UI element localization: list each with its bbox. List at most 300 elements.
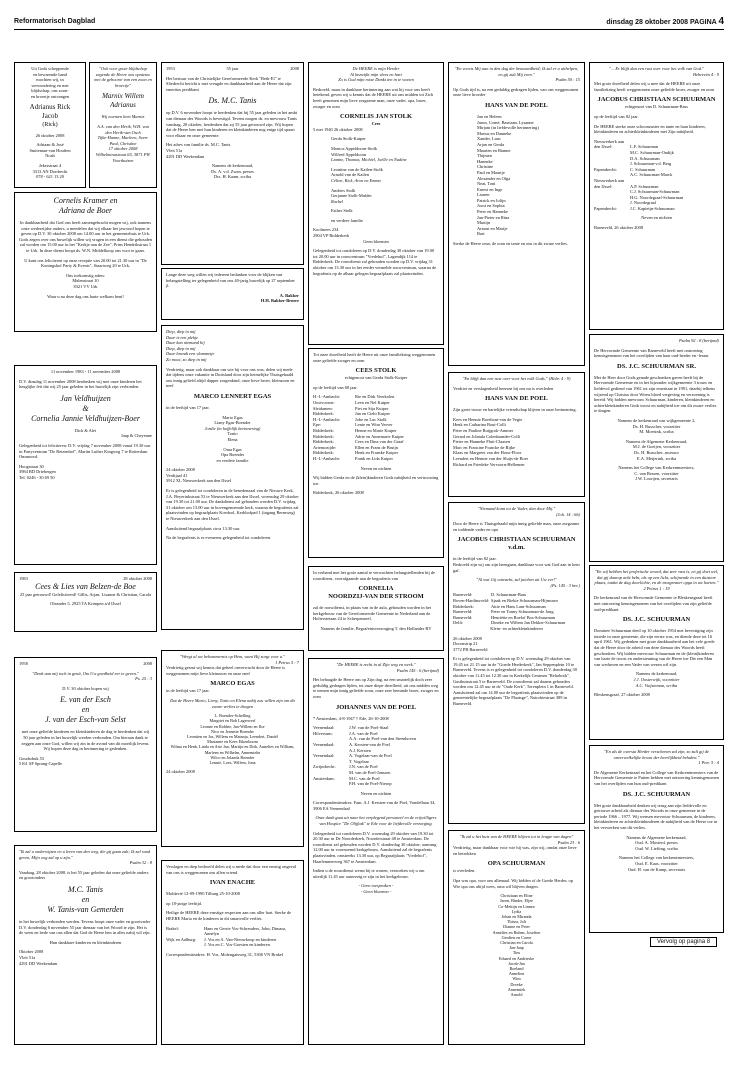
names: Hans en Gerrie Vos-Schreuders, John, Dimara, Annelyn	[204, 925, 287, 937]
place: Barneveld:	[453, 609, 473, 615]
year-start: 1983	[19, 576, 28, 581]
address: Vleit 51a	[166, 147, 183, 153]
ampersand: &	[82, 403, 89, 413]
deceased-name: JOHANNES VAN DE POEL	[335, 703, 417, 711]
signature: M. Moesink, scriba	[639, 429, 674, 435]
spouse-line: echtgenoot van Gerda Stolk-Kuiper	[344, 375, 408, 381]
family-member: Maarten en Bianne	[477, 147, 511, 153]
funeral-info: Er is gelegenheid tot condoleren op D.V. woensdag 29 oktober van 19.45 tot 21.15 uur in de "Goede Herderkerk", Jan Seppenplein 10 te Barneveld. Tevens is er gelegenheid tot condoleren D.V. donderdag 30 oktober van 11.45 tot 12.30 uur in Kerkelijk Centrum "Rehoboth", Gasthuisstraat 5 te Barneveld. De rouwdienst zal daarna gehouden worden om 12.45 uur in de "Oude Kerk", Torenplein 1 in Barneveld. Aansluitend zal om 14.00 uur de begrafenis plaatsvinden op de gemeentelijke begraafplaats "De Plaatsge", Nairobiestraat 389 in Barneveld.	[453, 656, 577, 707]
place: Wijk en Aalburg:	[166, 936, 197, 942]
names: M. van de Poel-Janssen	[349, 769, 391, 775]
anniversary-ad-esch	[14, 657, 157, 832]
address: Oleander 5, 2925 TA Krimpen a/d IJssel	[50, 601, 121, 607]
signature: C. van Bessen, voorzitter	[634, 470, 679, 476]
funeral-info: Gelegenheid tot condoleren op D.V. donderdag 30 oktober van 19.00 tot 20.00 uur in rouwcentrum "Vredehof", Lagendijk 114 te Ridderkerk. De rouwdienst zal gehouden worden op D.V. vrijdag 31 oktober om 13.30 uur in het eerder vermelde rouwcentrum, waarna de begrafenis op de alhaar gelegen begraafplaats zal plaatsvinden.	[313, 248, 437, 276]
couple-name-1: Cornelis Kramer en	[53, 196, 118, 205]
family-row	[166, 942, 299, 948]
intro: In verband met het grote aantal te verwachten belangstellenden bij de rouwdienst, voorafgaande aan de begrafenis van	[313, 570, 435, 581]
deceased-name: CEES STOLK	[355, 367, 397, 375]
names: Lenie en Wim Verver	[355, 422, 393, 428]
intro: Verdrietig gesmt wij kennis dat geheel onverwacht door de Heere is weggenomen mijn lieve kleinzoon en onze neef	[166, 665, 285, 676]
signature: Oud. A. Mosterd, preses	[635, 840, 678, 846]
grandchild-name: Annelies en Ruben, Josefine	[492, 929, 541, 935]
family-member: Gerda Stolk-Kuiper	[331, 136, 366, 142]
family-member: Oma Egas	[223, 446, 242, 452]
verse: "Ik zal u onderwijzen en u leren van den weg, die gij gaan zult; Ik zal raad geven, Mijn oog zal op u zijn."	[19, 849, 151, 860]
place: Amsterdam:	[313, 775, 335, 781]
place: Sleidamen:	[313, 405, 333, 411]
address: 4291 DD Werkendam	[19, 960, 58, 966]
age: in de leeftijd van 17 jaar.	[166, 688, 210, 694]
friend-name: Gerard en Jolanda Colenbrander-Colli	[453, 433, 521, 439]
body-text: Bedroefd zijn wij om zijn heengaan, dankbaar voor wat God aan in hem gaf.	[453, 561, 580, 573]
verse: "... Er blijft dan een rust over voor het volk van God."	[609, 66, 704, 71]
grandchild-name: Arnold	[510, 992, 523, 998]
signature: A.C. Vuijsteman, scriba	[635, 682, 678, 688]
poem-line: Diep, diep in mij	[166, 345, 196, 351]
body-text: Met grote dankbaarheid denken wij terug aan zijn liefdevolle en getrouwe arbeid als dienaar des Woords in onze gemeente in de periode 1966 – 1977. Wij wensen mevrouw Schuurman, de kinderen, kleinkinderen en achterkleinkinderen de nabijheid van de Heere toe in het verwerken van dit verlies.	[594, 802, 718, 830]
names: Adrie en Annemarie Kuiper	[355, 433, 404, 439]
body-text: Met de Heer door Gods genade geschonken gaven heeft hij de Hervormde Gemeente en in het bijzonder wijkgemeente 3 trouw en liefdevol gediend van 1961 tot zijn emeritaat in 1991, daarbij telkens wijzend op Christus door Wiens bloed vergeving en verzoening is bereid. Wij bidden mevrouw Schuurman, kinderen, kleinkinderen en achterkleinkinderen Gods troost en nabijheid toe om dit zware verlies te dragen.	[594, 374, 717, 414]
parents: Adriaan & José	[36, 142, 64, 148]
names: D. Schuurman-Bass	[491, 592, 527, 598]
names: A.P. Schuurman	[630, 183, 659, 189]
family-member: Arnout en Marije	[477, 225, 508, 231]
nephews: Neven en nichten	[641, 215, 672, 221]
intro: Door de Heere is Thuisgehaald mijn innig geliefde man, onze zorgzame en toddende vader en opa	[453, 521, 580, 532]
line: en bewarende hand	[33, 71, 67, 77]
intro: De kerkenraad van de Hervormde Gemeente te Bleskensgraaf heeft met ontroering kennisgenomen van het overlijden van zijn geliefde oud-predikant	[594, 595, 713, 612]
verse-ref: 1 Petr. 5 : 4	[698, 760, 719, 766]
intro: Wij noemen hem Marnix	[101, 114, 145, 120]
place: Epe:	[313, 422, 322, 428]
signature-heading: Namens de Algemene kerkenraad,	[626, 834, 687, 840]
grandchild-name: Johan en Miranda	[501, 913, 532, 919]
family-rows	[313, 394, 439, 461]
place: Barneveld:	[453, 592, 473, 598]
intro: Tot onze droefheid heeft de Heere uit onze familiekring weggenomen onze geliefde zwager en oom	[313, 352, 436, 363]
body-text: Opa was opa, voor ons allemaal. Wij bidden of de Goede Herder, op Wie opa ons altijd wees, oma wil blijven dragen.	[453, 877, 573, 889]
date: 26 oktober 2008	[453, 635, 482, 641]
address: Wilhelminastraat 65, 3871 PW Voorthuizen	[95, 151, 151, 163]
couple-name-1: M.C. Tanis	[67, 884, 104, 894]
address: 3313 AN Dordrecht	[32, 168, 68, 174]
verse: "Denk aan mij toch in genâ, Om Uw goedheid eer te geven."	[32, 670, 139, 676]
death-ad-stolk	[308, 62, 444, 345]
no-flowers: Geen bloemen	[363, 238, 389, 244]
verse-ref: 1 Petrus 5 : 7	[275, 659, 299, 665]
names: Jan en Ciehi Kuiper	[355, 411, 390, 417]
grandchild-name: Tins	[512, 950, 521, 956]
names: C.J. Schuurman-Schuurman	[630, 189, 680, 195]
address: 8321 VV Urk	[73, 283, 98, 289]
grandchild-name: Wim	[512, 976, 521, 982]
signature-heading: Namens de kerkenraad,	[635, 671, 678, 677]
spouse-line: echtgenoot van D. Schuurman-Bass	[625, 104, 688, 110]
place: Ridderkerk:	[313, 439, 334, 445]
verse: "Niemand komt tot de Vader, dan door Mij."	[477, 506, 556, 511]
line: blijdschap, ons zoon-	[31, 88, 69, 94]
family-member: Thijmen	[477, 153, 492, 159]
minister-name: Ds. M.C. Tanis	[208, 96, 257, 106]
date-line: 11 november 1983 - 11 november 2008	[50, 369, 121, 374]
names: A. Vogelaar-van de Poel	[349, 753, 392, 759]
birth-date: 26 oktober 2008	[35, 132, 65, 138]
continued-link[interactable]: Vervolg op pagina 8	[650, 937, 717, 947]
signature: Namens de familie, Begrafenisverzorging T. den Hollander BV	[320, 625, 432, 631]
family-member: Nico en Jeanette Boender	[211, 728, 254, 734]
grandchild-name: Gerdien en Corne	[501, 934, 532, 940]
place: Ridderkerk:	[313, 411, 334, 417]
signature: M.J. de Goeijen, voorzitter	[632, 444, 681, 450]
family-member: Marianne en Kees Eikenboom	[207, 739, 258, 745]
verse: "En voorts Mij aan in den dag der benauwdheid; Ik zal er u uithelpen, en gij zult Mij eren."	[454, 66, 579, 77]
signature: Ds. H. Russcher, assessor	[634, 449, 679, 455]
birth-ad-rick	[14, 62, 86, 188]
family-member: Wilma en Henk, Linda en Arie Jan, Martijn en Dirk, Annelies en William, Marleen en Wilhelm, Annemieke	[170, 744, 295, 755]
year-end: 2008	[143, 661, 152, 666]
deceased-name: CORNELIS JAN STOLK	[339, 113, 413, 121]
place: Veenendaal:	[313, 725, 335, 731]
death-ad-van-de-poel	[308, 658, 444, 1045]
place: den IJssel:	[594, 144, 613, 150]
poem-line: Daar kan niemand bij	[166, 340, 205, 346]
verse-ref: Psalm 32 : 8	[129, 860, 152, 866]
couple-name-1: E. van der Esch	[60, 695, 111, 705]
family-member: Lianne, Thomas, Michiel, Joëlle en Nadine	[331, 157, 407, 163]
family-row	[594, 206, 719, 212]
place: H.-I.-Ambacht:	[313, 394, 341, 400]
place: Ridderkerk:	[313, 433, 334, 439]
children: Dick & Alet	[74, 427, 97, 433]
date: Ridderkerk, 26 oktober 2008	[313, 490, 364, 496]
address: Verdijaal 41	[166, 472, 188, 478]
signature-heading: Namens de kerkenraad van wijkgemeente 2,	[617, 417, 696, 423]
family-member: Leontine van de Kailen-Stolk	[331, 166, 383, 172]
names: J. Noordegraaf	[630, 200, 657, 206]
age: op de leeftijd van 82 jaar.	[594, 113, 639, 119]
church-ad-putten	[589, 745, 724, 933]
family-member: Arjan en Gerda	[477, 141, 505, 147]
deceased-name: HANS VAN DE POEL	[485, 101, 548, 109]
family-member: Patrick en Jolijn	[477, 197, 506, 203]
family-member: Gerjanne Stolk-Mulder	[331, 193, 372, 199]
verse-ref: (Joh. 14 : 6b)	[556, 511, 580, 517]
grandchild-name: Jan-Jaap	[509, 945, 524, 951]
names: Rie en Dirk Veerkolen	[355, 394, 395, 400]
nephews: Neven en nichten	[360, 465, 392, 471]
names: Dineke en Willem Jan Dekker-Schuurman	[491, 620, 566, 626]
family-row	[313, 456, 439, 462]
couple-name-2: W. Tanis-van Gemerden	[47, 904, 124, 914]
names: A.A. van de Poel-van den Steenhoven	[349, 736, 416, 742]
date: 24 oktober 2008	[166, 769, 195, 775]
page-label: PAGINA	[690, 19, 717, 26]
funeral-info: Gelegenheid tot condoleren D.V. woensdag 29 oktober van 19.30 tot 20.30 uur in De Noorderkerk, Noorderstraat 48 te Amsterdam. De rouwdienst zal gehouden worden D.V. donderdag 30 oktober, aanvang 12.00 uur in voornoemd kerkgebouw. Aansluitend zal de begrafenis plaatsvinden, omstreeks 13.30 uur, op Begraafplaats "Vredehof", Haarlemmerweg 367 te Amsterdam.	[313, 830, 437, 864]
header-rule	[14, 29, 724, 30]
family-member: Leonne en Robbie, Jan-Willem en Ilse	[200, 723, 265, 729]
page-header	[14, 16, 724, 28]
deceased-name: MARCO LENNERT EGAS	[193, 392, 272, 400]
nickname: Cees	[371, 121, 381, 127]
signature: Ds. H. Russcher, voorzitter	[632, 423, 681, 429]
date: Barneveld, 26 oktober 2008	[594, 225, 644, 231]
dates: * Amsterdam, 4-8-1947 † Ede, 26-10-2008	[313, 715, 389, 721]
siblings: Tijke-Hanne, Marleen, Sven-Paul, Christine	[97, 135, 149, 146]
and: en	[81, 894, 90, 904]
place: den IJssel:	[594, 183, 613, 189]
friend-name: Marc en Francine Francke de Rijke	[453, 444, 516, 450]
names: Attie en Hans Lam-Schuurman	[491, 603, 546, 609]
family-member: Margriet en Bob Lagerwerf	[209, 718, 256, 724]
names: M.C. van de Poel	[349, 775, 380, 781]
family-row	[166, 926, 299, 937]
family-member: Wilfred Appeldoorn	[331, 151, 367, 157]
couple-name-2: Cornelia Jannie Veldhuijzen-Boer	[31, 413, 140, 423]
address: Doornstrip 21	[453, 641, 478, 647]
family-member: Jaron, Corné, Bastiaan, Lysanne	[477, 119, 534, 125]
body-text: Heilige de HEERE deze ernstige respecten aan ons aller hart. Sterke de HEERE Maria en de kinderen in dit smartvolle verlies.	[166, 910, 292, 921]
signoff: Hun dankbare kinderen en kleinkinderen	[49, 939, 122, 945]
deceased-name: NOORDZIJ-VAN DER STROOM	[328, 593, 424, 601]
deceased-name: DS. J.C. SCHUURMAN	[622, 790, 691, 798]
death-ad-opa-schuurman	[448, 830, 585, 1045]
names: Frank en Lida Kuiper	[355, 455, 393, 461]
intro: Vandaag, 28 oktober 2008, is het 55 jaar geleden dat onze geliefde ouders en grootouders	[19, 869, 149, 881]
church-ad-tanis	[161, 62, 304, 265]
anniversary-ad-tanis	[14, 845, 157, 1045]
sibling: Noah	[45, 153, 55, 159]
signature: Ds. A. v.d. Zwan, preses	[211, 168, 254, 174]
death-ad-enache	[161, 860, 304, 1045]
friend-name: Pieter en Hanneke Fluit-Claasen	[453, 439, 510, 445]
verse: "Ik zal u het huis van de HEERE blijven tot in lengte van dagen"	[459, 834, 574, 839]
verse-ref: Ps. 25 : 3	[135, 676, 152, 682]
body-text: Zijn grote trouw en hartelijke vriendschap blijven in onze herinnering.	[453, 407, 577, 413]
poem-line: Daar brandt een vlammetje	[166, 351, 215, 357]
nickname: (Rick)	[42, 121, 58, 128]
friends-list	[453, 417, 580, 467]
address: 3984 BD Driebergen	[19, 469, 56, 475]
body-text: met onze geliefde kinderen en kleinkinderen de dag te herdenken dat wij 50 jaar geleden in het huwelijk werden verbonden. Om hieraan dank te zeggen aan onze God, willen wij zin in de avond van dit moeilijk levens. Wij hopen deze dag in herinnering te gedenken.	[21, 729, 150, 752]
place: Ridderkerk:	[313, 450, 334, 456]
body-text: zal de rouwdienst, in plaats van in de aula, gehouden worden in het kerkgebouw van de Gereformeerde Gemeente in Nederland aan de Holtersteiaan 24 te Scherpenzeel.	[313, 605, 432, 622]
nephews: Neven en nichten	[360, 790, 392, 796]
body-text: Lange deze weg willen wij iedereen bedanken voor de blijken van belangstelling ter gelegenheid van ons 40-jarig huwelijk op 27 september jl.	[166, 272, 295, 289]
signature-heading: Namens het College van Kerkrentmeesters,	[618, 465, 695, 471]
place: Nieuwerkerk aan	[594, 138, 625, 144]
intro: Verslagen en diep bedroefd delen wij u mede dat door een ernstig ongeval van ons is weggenomen ons allen vriend	[166, 864, 296, 875]
names: D.A. Schuurman	[630, 155, 660, 161]
phone: Tel. 0246 - 30 69 50	[19, 474, 55, 480]
family-member: Lauren	[477, 192, 490, 198]
place	[166, 942, 204, 948]
signature: Oud. W. Liefting, scriba	[635, 845, 678, 851]
signature: Drs. H. Kaam, scriba	[213, 174, 252, 180]
place: Veenendaal:	[313, 741, 335, 747]
address: Jekerstraat 4	[38, 162, 62, 168]
verse: "De HEERE is recht in al Zijn weg en werk."	[336, 662, 416, 667]
address: Hoogstraat 30	[19, 463, 44, 469]
address: Koolmees 234	[313, 227, 339, 233]
baby-name-2: Jacob	[42, 111, 58, 120]
year-start: 1953	[166, 66, 175, 71]
grandchild-name: Doreke	[510, 981, 523, 987]
family-list	[453, 114, 580, 237]
friend-name: Leendert en Hennie van der Sluijs-de Boer	[453, 455, 529, 461]
date-end: 28 oktober 2008	[123, 576, 152, 581]
death-ad-hans-friends	[448, 372, 585, 497]
family-member: Hanneke	[477, 158, 493, 164]
body-text: D.V. dinsdag 11 november 2008 herdenken wij met onze kinderen het heuglijke feit dat wij 25 jaar geleden in het huwelijk zijn verbonden.	[19, 378, 142, 390]
date: Bleskensgraaf, 27 oktober 2008	[594, 692, 650, 698]
family-member: Alexander en Olga	[477, 175, 511, 181]
place: Zwijndrecht:	[313, 764, 336, 770]
and: en	[81, 705, 90, 715]
wish: Dat de Heere Mario, Lieny, Tonio en Elena nabij zou willen zijn om dit zware verlies te dragen	[170, 697, 295, 709]
anniversary-ad-veldhuijzen	[14, 365, 157, 565]
couple-name: Cees & Lies van Belzen-de Boe	[35, 581, 136, 591]
address-heading: Ons toekomstig adres:	[65, 272, 106, 278]
funeral-info: Na de begrafenis is er eveneens gelegenheid tot condoleren.	[166, 535, 272, 541]
names: T. Vogelaar	[349, 758, 369, 764]
death-ad-hans-van-de-poel	[448, 62, 585, 366]
family-member: Paul en Maartje	[477, 169, 505, 175]
death-ad-stolk-family	[308, 348, 444, 558]
signature: Oud. E. Kaas, voorzitter	[635, 860, 678, 866]
family-member: Mirjam (in liefdevolle herinnering)	[477, 125, 539, 131]
signature: A. Bakker	[279, 292, 299, 298]
closing: Waar u na deze dag ons harte welkom bent!	[47, 293, 124, 299]
place: Boven-Hardinxveld:	[453, 597, 490, 603]
poem-line: Diep, diep in mij	[166, 329, 196, 334]
intro: De Hervormde Gemeente van Barneveld heeft met ontroering kennisgenomen van het overlijden van haar oud-herder en -leraar	[594, 347, 709, 359]
birth-ad-marnix	[89, 62, 157, 188]
signature-heading: Namens de kerkenraad,	[211, 163, 254, 169]
address: 5161 SP Sprang-Capelle	[19, 761, 63, 767]
family-member: Ernest en Inge	[477, 186, 503, 192]
publication-name: Reformatorisch Dagblad	[14, 18, 96, 25]
year-start: 1958	[19, 661, 28, 666]
years: 55 jaar	[226, 66, 239, 71]
names: Piet en Stja Kuiper	[355, 405, 389, 411]
death-ad-egas-family	[161, 650, 304, 847]
address: 3912 XL Nieuwerkerk aan den IJssel	[166, 478, 232, 484]
grandchild-name: Christian en Carola	[500, 939, 533, 945]
verse-ref: Psalm 145 : 6 (berijmd)	[396, 667, 439, 673]
address: Vleit 51a	[19, 954, 36, 960]
place: H.-I.-Ambacht:	[313, 416, 341, 422]
names: Henriëtte en Roelof Bos-Schuurman	[491, 614, 556, 620]
date: 24 oktober 2008	[166, 467, 195, 473]
grandchild-name: Jaron, Binder, Eljee	[499, 898, 534, 904]
signature: Oud. H. van de Kamp, secretaris	[627, 866, 686, 872]
verse: De HEERE is mijn Herder	[352, 66, 400, 71]
names: P.H. van de Poel-Nierop	[349, 781, 392, 787]
church-ad-bleskensgraaf	[589, 565, 724, 740]
body-text: Sterke de Heere oma, de oom en tante en ons in dit zware verlies.	[453, 241, 568, 247]
verse-ref: Psalm 50 : 15	[555, 77, 580, 83]
page-date	[606, 16, 724, 27]
body-text: op D.V. 6 november hoopt te herdenken dat hij 55 jaar geleden in het ambt van dienaar des Woords is bevestigd. Tevens mogen ds. en mevrouw Tanis vandaag, 28 oktober, herdenken dat zij 55 jaar getrouwd zijn. Wij hopen dat de Heere hen met hun kinderen en kleinkinderen nog enige tijd spaart voor elkaar en onze gemeente.	[166, 110, 298, 138]
family-member: Arnold van de Kailen	[331, 172, 369, 178]
funeral-info: Indien u de rouwdienst wenst bij te wonen, verzoeken wij u om uiterlijk 11.45 uur aanwezig te zijn in het kerkgebouw.	[313, 868, 425, 879]
family-member: Xander, Luuc	[477, 136, 501, 142]
deceased-name: DS. J.C. SCHUURMAN	[622, 616, 691, 624]
family-member: Jan en Heleen	[477, 113, 502, 119]
deceased-name: DS. J.C. SCHUURMAN SR.	[617, 362, 696, 370]
family-list	[313, 136, 439, 223]
family-member: Jordie (in hoffelijk herinnering)	[204, 425, 261, 431]
friend-name: Richard en Friedeke Vervoorn-Hellemen	[453, 461, 525, 467]
names: Ellen en Frans de Bruijn	[355, 444, 398, 450]
family-row	[313, 781, 439, 787]
family-member: L. Boender-Schelling	[214, 713, 251, 719]
signature: J.J. Oosterwijk, voorzitter	[633, 676, 680, 682]
baby-name: Marnix Willem Adrianus	[102, 92, 144, 110]
body-text: De HEERE sterke onze schoonzuster en tante en haar kinderen, kleinkinderen en achterkleinkinderen met Zijn nabijheid.	[594, 123, 706, 135]
intro: Met grote droefheid delen wij u mee dat de HEERE uit onze familiekring heeft weggenomen onze geliefde broer, zwager en oom	[594, 81, 714, 92]
names: Henk en Franske Kuiper	[355, 450, 399, 456]
verse-ref: Hebreeën 4 : 9	[692, 71, 719, 77]
grandchild-name: Lydia	[511, 908, 522, 914]
address: Malenstraat 10	[72, 278, 99, 284]
family-list	[166, 713, 299, 765]
ad-lines	[19, 66, 81, 100]
death-ad-egas	[161, 325, 304, 630]
place: Oostvoorne:	[313, 399, 335, 405]
dates: Moldavië 12-09-1990 Tilburg 25-10-2008	[166, 891, 240, 897]
place: Papendrecht:	[594, 205, 617, 211]
grandchild-name: Roeland	[509, 966, 524, 971]
verse: Al bezwijkt mijn vlees en hart	[350, 71, 402, 77]
body-text: 25 jaar getrouwd! Gefeliciteerd! Gillis, Arjan, Lisanne & Christian, Carola	[19, 591, 152, 597]
address: 2904 VP Ridderkerk	[313, 233, 350, 239]
reception: U kunt ons feliciteren op onze receptie van 20.00 tot 21.30 uur in "De Koningshof Party & Events", Staartweg 20 te Urk.	[24, 257, 147, 269]
wedding-ad-kramer	[14, 192, 157, 332]
names: Leen en Nel Kuiper	[355, 399, 390, 405]
names: J.N. van de Poel	[349, 764, 378, 770]
names: J. Vos en A. Van-Nieuwkoop en kinderen	[204, 936, 277, 942]
age: in de leeftijd van 82 jaar.	[453, 556, 497, 562]
age: in de leeftijd van 17 jaar.	[166, 404, 210, 410]
intro: Het behaagde de Heere om op Zijn dag, na een smartelijk doch zeer geduldig gedragen lijden, tot onze diepe droefheid, uit ons midden weg te nemen mijn innig geliefde zoon, onze zeer beminde broer, zwager en oom	[313, 677, 439, 699]
body-text: Het bestuur van de Christelijke Gereformeerde Kerk "Beth-El" te Sliedrecht bericht u met vreugde en dankbaarheid aan de Heere dat zijn emeritus predikant	[166, 75, 292, 92]
family-rows	[313, 725, 439, 787]
verse-ref: Psalm 92 : 8 (berijmd)	[679, 338, 719, 343]
verse: "En wij hebben het profetische woord, dat zeer vast is, en gij doet wel, dat gij daarop acht hebt, als op een licht, schijnende in een duistere plaats, totdat de dag doorlichte, en de morgenster opga in uw harten." 2 Petrus 1 : 19	[594, 569, 719, 591]
names: C. Schuurman	[630, 166, 656, 172]
dates: 5 mei 1940 26 oktober 2008	[313, 126, 363, 132]
verse: "En als de oversta Herder verschenen zal zijn, zo zult gij de onverwelkelijke kroon der heerlijkheid behalen."	[604, 749, 709, 760]
place: Ridderkerk:	[313, 427, 334, 433]
friend-name: Henk en Catharina Bout-Colli	[453, 422, 506, 428]
names: J. Schuurman-v.d. Berg	[630, 161, 672, 167]
family-member: Lennie, Loes, Willem, Jona	[209, 759, 256, 765]
names: A.C. Schuurman-Marck	[630, 172, 673, 178]
grandchild-name: Annemiek	[507, 986, 526, 992]
address: 4291 DD Werkendam	[166, 153, 205, 159]
verse: "Al wat Gij ontvacht, zal juichen uit Uw eer!"	[476, 577, 557, 583]
intro: De Algemene Kerkenraad en het College van Kerkrentmeesters van de Hervormde Gemeente te Putten hebben met ontroering kennisgenomen van het overlijden van hun oud-predikant	[594, 769, 719, 786]
children: Jaap & Cheyenne	[121, 433, 152, 439]
grandchild-name: Christiaan en Eline	[500, 893, 533, 899]
deceased-name: OPA SCHUURMAN	[487, 860, 546, 868]
notice-ad-noordzij	[308, 566, 444, 651]
place: Hilversum:	[313, 730, 333, 736]
place: Barneveld:	[453, 614, 473, 620]
family-member: Elena	[227, 436, 238, 442]
